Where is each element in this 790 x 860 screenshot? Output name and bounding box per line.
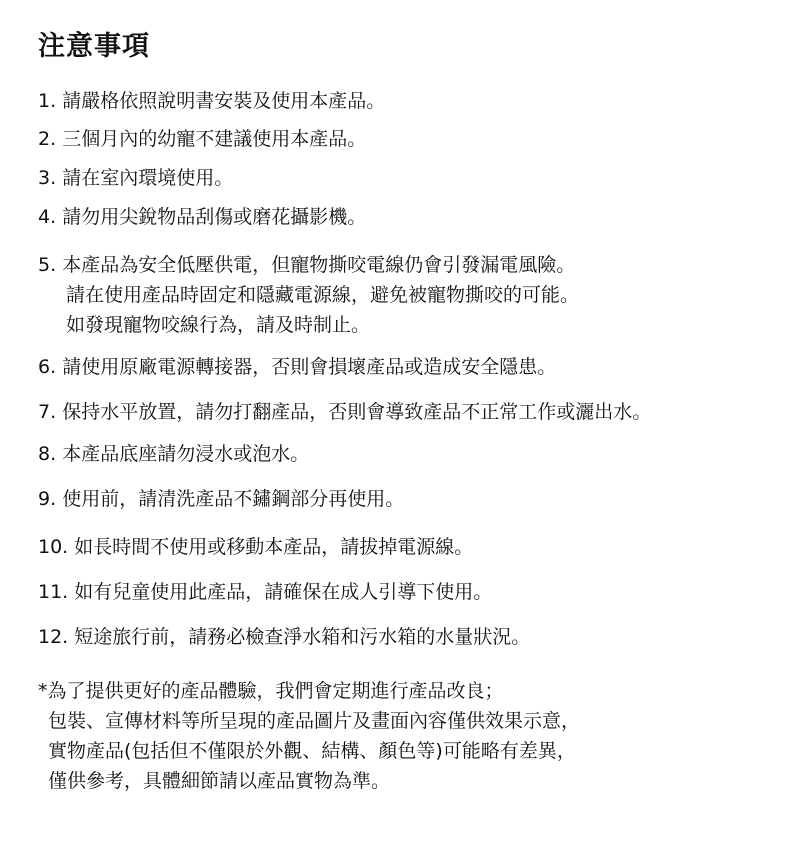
- item-text: 請在室內環境使用。: [62, 167, 234, 189]
- item-text: 使用前，請清洗產品不鏽鋼部分再使用。: [62, 488, 405, 510]
- item-number: 11.: [38, 581, 69, 603]
- item-number: 3.: [38, 167, 57, 189]
- note-line: *為了提供更好的產品體驗，我們會定期進行產品改良；: [38, 680, 504, 702]
- list-item-7: [38, 397, 651, 427]
- list-item-11: [38, 577, 492, 607]
- note-line: 僅供參考，具體細節請以產品實物為準。: [48, 770, 391, 792]
- item-number: 1.: [38, 90, 57, 112]
- item-text: 請嚴格依照說明書安裝及使用本產品。: [62, 90, 386, 112]
- list-item-9: [38, 484, 404, 514]
- list-item-line: 請在使用產品時固定和隱藏電源線，避免被寵物撕咬的可能。: [66, 284, 580, 306]
- list-item-line: [38, 532, 473, 562]
- list-item-12: [38, 622, 530, 652]
- list-item-line: 如發現寵物咬線行為，請及時制止。: [66, 314, 371, 336]
- list-item-line: [38, 250, 579, 280]
- list-item-10: [38, 532, 473, 562]
- item-number: 9.: [38, 488, 57, 510]
- list-item-3: [38, 163, 233, 193]
- list-item-line: [38, 439, 309, 469]
- list-item-line: [38, 622, 530, 652]
- item-number: 2.: [38, 128, 57, 150]
- item-text: 短途旅行前，請務必檢查淨水箱和污水箱的水量狀況。: [74, 626, 531, 648]
- list-item-line: [38, 577, 492, 607]
- item-text: 三個月內的幼寵不建議使用本產品。: [62, 128, 367, 150]
- item-number: 10.: [38, 536, 69, 558]
- list-item-4: [38, 202, 366, 232]
- list-item-line: [38, 397, 651, 427]
- note-line: 包裝、宣傳材料等所呈現的產品圖片及畫面內容僅供效果示意，: [48, 710, 581, 732]
- item-number: 6.: [38, 356, 57, 378]
- list-item-line: [38, 86, 385, 116]
- item-text: 本產品為安全低壓供電，但寵物撕咬電線仍會引發漏電風險。: [62, 254, 576, 276]
- item-number: 12.: [38, 626, 69, 648]
- list-item-line: [38, 484, 404, 514]
- list-item-5: [38, 250, 579, 340]
- list-item-line: [38, 124, 366, 154]
- item-text: 如長時間不使用或移動本產品，請拔掉電源線。: [74, 536, 474, 558]
- list-item-6: [38, 352, 556, 382]
- item-text: 如有兒童使用此產品，請確保在成人引導下使用。: [74, 581, 493, 603]
- list-item-1: [38, 86, 385, 116]
- item-text: 本產品底座請勿浸水或泡水。: [62, 443, 310, 465]
- item-text: 請勿用尖銳物品刮傷或磨花攝影機。: [62, 206, 367, 228]
- item-number: 7.: [38, 401, 57, 423]
- list-item-2: [38, 124, 366, 154]
- list-item-line: [38, 163, 233, 193]
- list-item-line: [38, 202, 366, 232]
- item-text: 請使用原廠電源轉接器，否則會損壞產品或造成安全隱患。: [62, 356, 557, 378]
- note-line: 實物產品(包括但不僅限於外觀、結構、顏色等)可能略有差異，: [48, 740, 576, 762]
- page-title: 注意事項: [38, 31, 150, 62]
- disclaimer-note: [38, 676, 580, 796]
- item-text: 保持水平放置，請勿打翻產品，否則會導致產品不正常工作或灑出水。: [62, 401, 652, 423]
- list-item-8: [38, 439, 309, 469]
- item-number: 5.: [38, 254, 57, 276]
- item-number: 8.: [38, 443, 57, 465]
- list-item-line: [38, 352, 556, 382]
- item-number: 4.: [38, 206, 57, 228]
